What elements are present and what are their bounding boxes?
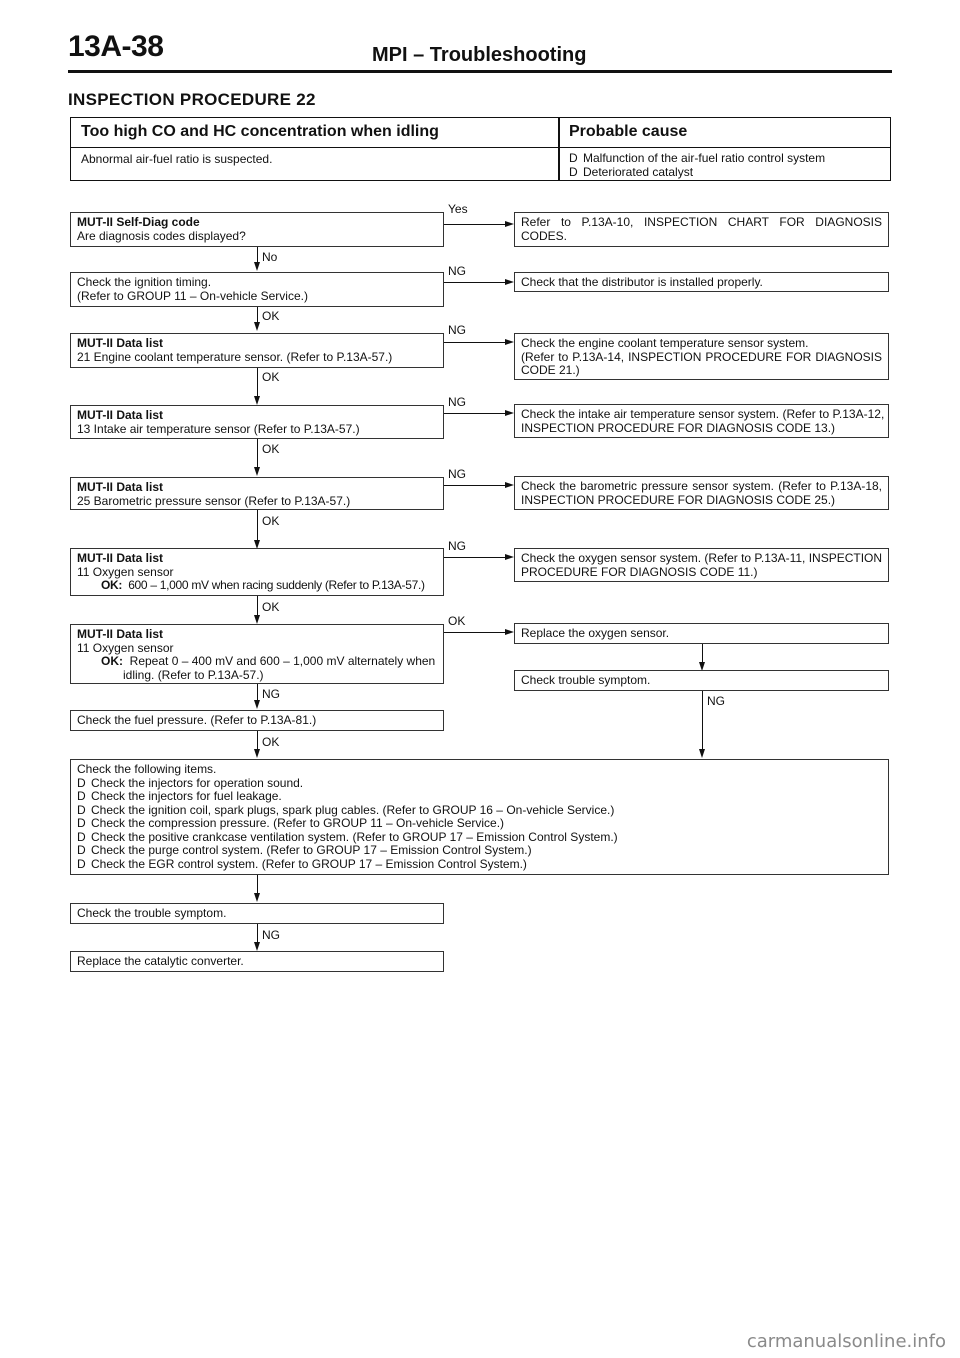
ng-label: NG xyxy=(707,694,725,708)
connector-line xyxy=(257,368,258,398)
connector-line xyxy=(444,413,506,414)
step-oxygen-sensor-racing-box: MUT-II Data list 11 Oxygen sensor OK: 600 – 1,000 mV when racing suddenly (Refer to P.13A-57.) xyxy=(70,548,444,596)
step-check-symptom-box: Check trouble symptom. xyxy=(514,670,889,691)
list-item: D Check the purge control system. (Refer to GROUP 17 – Emission Control System.) xyxy=(77,843,532,857)
connector-line xyxy=(257,439,258,469)
step-check-items-box: Check the following items. D Check the injectors for operation sound. D Check the injectors for fuel leakage. D Check the ignition coil, spark plugs, spark plug cables. (Refer to GROUP 16 – On-vehicle Service.) D Check the compression pressure. (Refer to GROUP 11 – On-vehicle Service.) D Check the positive crankcase ventilation system. (Refer to GROUP 17 – Emission Control System.) D Check the purge control system. (Refer to GROUP 17 – Emission Control System.) D Check the EGR control system. (Refer to GROUP 17 – Emission Control System.) xyxy=(70,759,889,875)
ng-label: NG xyxy=(448,264,466,278)
step-ignition-timing-box: Check the ignition timing. (Refer to GROUP 11 – On-vehicle Service.) xyxy=(70,272,444,307)
step-ng-result-box: Check the barometric pressure sensor system. (Refer to P.13A-18, INSPECTION PROCEDURE FOR DIAGNOSIS CODE 25.) xyxy=(514,476,889,510)
list-item: D Check the EGR control system. (Refer to GROUP 17 – Emission Control System.) xyxy=(77,856,527,871)
ng-label: NG xyxy=(448,467,466,481)
connector-line xyxy=(444,485,506,486)
bullet-icon: D xyxy=(77,829,86,844)
footer-watermark[interactable]: carmanualsonline.info xyxy=(746,1331,946,1352)
arrow-right-icon xyxy=(505,482,514,488)
arrow-right-icon xyxy=(505,279,514,285)
ng-label: NG xyxy=(448,323,466,337)
bullet-icon: D xyxy=(77,816,86,830)
symptom-table-divider xyxy=(558,118,560,180)
ng-label: NG xyxy=(262,687,280,701)
list-item: D Check the injectors for fuel leakage. xyxy=(77,789,282,803)
page-title: MPI – Troubleshooting xyxy=(372,44,587,66)
ng-label: NG xyxy=(448,395,466,409)
step-title: MUT-II Self-Diag code xyxy=(77,215,200,229)
arrow-right-icon xyxy=(505,629,514,635)
symptom-heading: Too high CO and HC concentration when idling xyxy=(81,123,439,140)
step-replace-catalytic-converter-box: Replace the catalytic converter. xyxy=(70,951,444,972)
ok-label: OK xyxy=(448,614,466,628)
cause-item: D Malfunction of the air-fuel ratio control system xyxy=(569,151,826,165)
bullet-icon: D xyxy=(77,843,86,857)
bullet-icon: D xyxy=(77,856,86,871)
bullet-icon: D xyxy=(569,151,578,165)
connector-line xyxy=(444,632,506,633)
arrow-down-icon xyxy=(254,262,260,271)
step-ng-result-box: Check the oxygen sensor system. (Refer to P.13A-11, INSPECTION PROCEDURE FOR DIAGNOSIS CODE 11.) xyxy=(514,548,889,582)
bullet-icon: D xyxy=(77,775,86,790)
ok-label: OK xyxy=(262,370,280,384)
arrow-down-icon xyxy=(254,615,260,624)
connector-line xyxy=(444,282,506,283)
step-ng-result-box: Check the engine coolant temperature sensor system. (Refer to P.13A-14, INSPECTION PROCEDURE FOR DIAGNOSIS CODE 21.) xyxy=(514,333,889,380)
connector-line xyxy=(444,557,506,558)
step-check-trouble-symptom-box: Check the trouble symptom. xyxy=(70,903,444,924)
list-item: D Check the compression pressure. (Refer to GROUP 11 – On-vehicle Service.) xyxy=(77,816,505,830)
step-coolant-sensor-box: MUT-II Data list 21 Engine coolant temperature sensor. (Refer to P.13A-57.) xyxy=(70,333,444,368)
no-label: No xyxy=(262,250,278,264)
ok-label: OK xyxy=(262,514,280,528)
connector-line xyxy=(257,510,258,542)
step-barometric-sensor-box: MUT-II Data list 25 Barometric pressure sensor (Refer to P.13A-57.) xyxy=(70,477,444,510)
list-item: D Check the injectors for operation sound. xyxy=(77,775,304,790)
bullet-icon: D xyxy=(569,165,578,179)
ok-label: OK xyxy=(262,309,280,323)
ok-label: OK xyxy=(262,600,280,614)
arrow-down-icon xyxy=(699,749,705,758)
connector-line xyxy=(444,342,506,343)
step-intake-air-sensor-box: MUT-II Data list 13 Intake air temperature sensor (Refer to P.13A-57.) xyxy=(70,405,444,439)
header-rule xyxy=(68,70,892,73)
arrow-down-icon xyxy=(254,942,260,951)
cause-item: D Deteriorated catalyst xyxy=(569,165,694,179)
connector-line xyxy=(257,875,258,895)
arrow-down-icon xyxy=(254,467,260,476)
yes-label: Yes xyxy=(448,202,468,216)
ok-label: OK xyxy=(262,442,280,456)
arrow-down-icon xyxy=(254,700,260,709)
connector-line xyxy=(257,596,258,617)
connector-line xyxy=(257,731,258,751)
step-yes-result-box: Refer to P.13A-10, INSPECTION CHART FOR DIAGNOSIS CODES. xyxy=(514,212,889,247)
list-item: D Check the ignition coil, spark plugs, spark plug cables. (Refer to GROUP 16 – On-vehicle Service.) xyxy=(77,802,615,817)
connector-line xyxy=(702,691,703,751)
arrow-down-icon xyxy=(254,396,260,405)
ok-label: OK xyxy=(262,735,280,749)
probable-cause-heading: Probable cause xyxy=(569,123,688,140)
step-text: Are diagnosis codes displayed? xyxy=(77,228,246,243)
arrow-right-icon xyxy=(505,221,514,227)
bullet-icon: D xyxy=(77,802,86,817)
arrow-right-icon xyxy=(505,554,514,560)
list-item: D Check the positive crankcase ventilation system. (Refer to GROUP 17 – Emission Control System.) xyxy=(77,829,618,844)
ng-label: NG xyxy=(262,928,280,942)
probable-cause-list xyxy=(569,151,825,179)
arrow-right-icon xyxy=(505,339,514,345)
step-ng-result-box: Check the intake air temperature sensor system. (Refer to P.13A-12, INSPECTION PROCEDURE FOR DIAGNOSIS CODE 13.) xyxy=(514,404,889,438)
ng-label: NG xyxy=(448,539,466,553)
connector-line xyxy=(257,924,258,944)
step-ng-result-box: Check that the distributor is installed properly. xyxy=(514,272,889,292)
step-replace-oxygen-sensor-box: Replace the oxygen sensor. xyxy=(514,623,889,644)
step-fuel-pressure-box: Check the fuel pressure. (Refer to P.13A-81.) xyxy=(70,710,444,731)
arrow-down-icon xyxy=(254,893,260,902)
step-oxygen-sensor-idle-box: MUT-II Data list 11 Oxygen sensor OK: Repeat 0 – 400 mV and 600 – 1,000 mV alternately when idling. (Refer to P.13A-57.) xyxy=(70,624,444,684)
symptom-table xyxy=(70,117,891,181)
symptom-description: Abnormal air-fuel ratio is suspected. xyxy=(81,152,273,166)
step-self-diag-box xyxy=(70,212,444,247)
bullet-icon: D xyxy=(77,789,86,803)
arrow-down-icon xyxy=(254,749,260,758)
page-number: 13A-38 xyxy=(68,30,164,63)
arrow-down-icon xyxy=(254,322,260,331)
section-title: INSPECTION PROCEDURE 22 xyxy=(68,90,316,109)
connector-line xyxy=(444,224,506,225)
arrow-right-icon xyxy=(505,410,514,416)
